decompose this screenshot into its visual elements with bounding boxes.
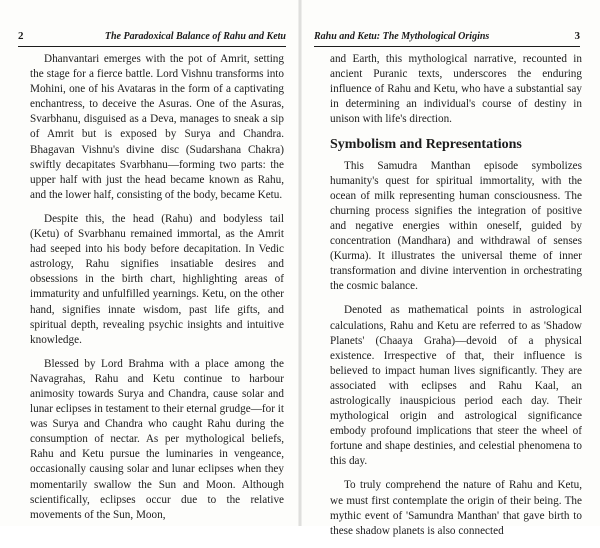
- right-page: [300, 0, 600, 537]
- right-page-body: [330, 52, 582, 548]
- section-heading: Symbolism and Representations: [330, 137, 522, 153]
- right-page-number: 3: [574, 30, 580, 42]
- left-paragraph-3: Blessed by Lord Brahma with a place among the Navagrahas, Rahu and Ketu continue to harbour animosity towards Surya and Chandra, cause solar and lunar eclipses in testament to their eternal grudge—for it was Surya and Chandra who caught Rahu during the consumption of nectar. As per mythological beliefs, Rahu and Ketu pursue the luminaries in vengeance, occasionally causing solar and lunar eclipses when they momentarily swallow the Sun and Moon. Although scientifically, eclipses occur due to the relative movements of the Sun, Moon,: [30, 357, 284, 521]
- left-running-header: [18, 28, 286, 44]
- left-page-body: [30, 52, 284, 532]
- right-paragraph-3: To truly comprehend the nature of Rahu and Ketu, we must first contemplate the origin of their being. The mythic event of 'Samundra Manthan' that gave birth to these shadow planets is also connected: [330, 479, 582, 537]
- left-paragraph-1: Dhanvantari emerges with the pot of Amrit, setting the stage for a fierce battle. Lord Vishnu transforms into Mohini, one of his Avataras in the form of a captivating enchantress, to deceive the Asuras. One of the Asuras, Svarbhanu, disguised as a Deva, manages to sneak a sip of Amrit but is exposed by Surya and Chandra. Bhagavan Vishnu's divine disc (Sudarshana Chakra) swiftly decapitates Svarbhanu—forming two parts: the upper half with just the head became known as Rahu, and the lower half, consisting of the body, became Ketu.: [30, 53, 284, 201]
- right-continuation-paragraph: and Earth, this mythological narrative, recounted in ancient Puranic texts, underscores the enduring influence of Rahu and Ketu, who have a substantial say in determining an individual's course of destiny in unison with life's direction.: [330, 53, 582, 126]
- right-paragraph-2: Denoted as mathematical points in astrological calculations, Rahu and Ketu are referred to as 'Shadow Planets' (Chaaya Graha)—devoid of a physical existence. Irrespective of that, their influence is believed to impact human lives significantly. They are associated with eclipses and Rahu Kaal, an astrologically inauspicious period each day. Their mythological origin and astrological significance embody profound implications that steer the wheel of fortune and shape destinies, and celestial phenomena to this day.: [330, 304, 582, 468]
- left-paragraph-2: Despite this, the head (Rahu) and bodyless tail (Ketu) of Svarbhanu remained immortal, as the Amrit had seeped into his body before decapitation. In Vedic astrology, Rahu signifies insatiable desires and obsessions in the birth chart, highlighting areas of immaturity and unfulfilled yearnings. Ketu, on the other hand, signifies innate wisdom, past life gifts, and spiritual depth, revealing psychic insights and intuitive knowledge.: [30, 212, 284, 346]
- left-page: [0, 0, 300, 526]
- right-header-title: Rahu and Ketu: The Mythological Origins: [314, 30, 490, 42]
- left-header-rule: [18, 46, 286, 47]
- right-header-rule: [314, 46, 580, 47]
- left-page-number: 2: [18, 30, 24, 42]
- left-header-title: The Paradoxical Balance of Rahu and Ketu: [104, 30, 286, 42]
- right-paragraph-1: This Samudra Manthan episode symbolizes humanity's quest for spiritual immortality, with the ocean of milk representing human consciousness. The churning process signifies the integration of positive and negative energies within oneself, guided by concentration (Mandhara) and withdrawal of senses (Kurma). It illustrates the universal theme of inner transformation and divine intervention in orchestrating the cosmic balance.: [330, 159, 582, 293]
- right-running-header: [314, 28, 580, 44]
